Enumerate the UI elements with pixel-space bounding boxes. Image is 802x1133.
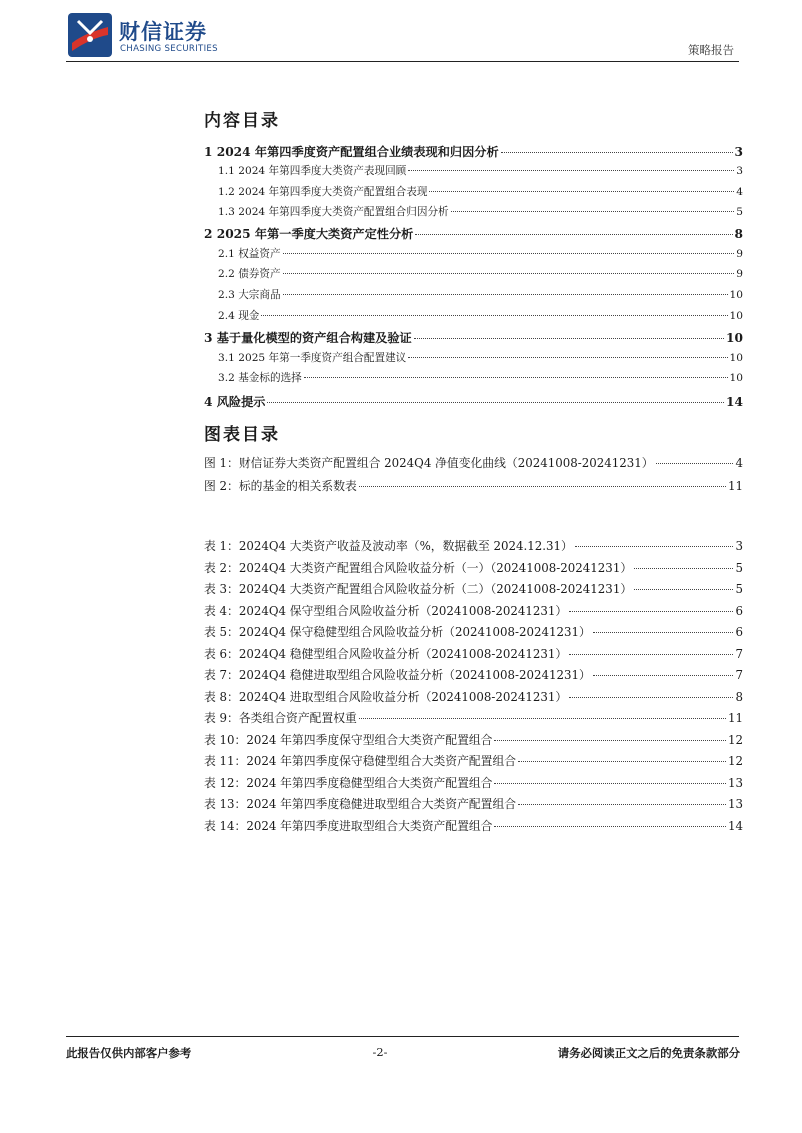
- dot-leader: [359, 486, 726, 487]
- entry-text: 2.3 大宗商品: [218, 289, 281, 301]
- entry-page-number: 13: [727, 776, 743, 790]
- table-entry[interactable]: [204, 645, 743, 665]
- entry-page-number: 5: [735, 561, 743, 575]
- entry-text: 图 1：财信证券大类资产配置组合 2024Q4 净值变化曲线（20241008-20241231）: [204, 456, 654, 470]
- report-type: 策略报告: [688, 43, 734, 57]
- entry-page-number: 8: [734, 227, 743, 241]
- page-header: [0, 0, 802, 70]
- toc-entry-level1[interactable]: [204, 143, 743, 163]
- figures-title: 图表目录: [204, 425, 280, 445]
- dot-leader: [593, 675, 734, 676]
- dot-leader: [414, 338, 724, 339]
- dot-leader: [283, 294, 728, 295]
- dot-leader: [408, 357, 727, 358]
- entry-text: 2.4 现金: [218, 310, 260, 322]
- entry-text: 表 2：2024Q4 大类资产配置组合风险收益分析（一）（20241008-20241231）: [204, 561, 633, 575]
- entry-page-number: 10: [729, 372, 743, 384]
- dot-leader: [267, 402, 724, 403]
- dot-leader: [283, 273, 735, 274]
- toc-entry-level2[interactable]: [218, 308, 743, 326]
- footer-disclaimer: 此报告仅供内部客户参考: [66, 1046, 192, 1060]
- entry-text: 表 11：2024 年第四季度保守稳健型组合大类资产配置组合: [204, 754, 517, 768]
- dot-leader: [451, 211, 735, 212]
- dot-leader: [656, 463, 734, 464]
- figure-entry[interactable]: [204, 454, 743, 474]
- entry-page-number: 3: [734, 145, 743, 159]
- entry-page-number: 12: [727, 754, 743, 768]
- dot-leader: [575, 546, 734, 547]
- entry-text: 表 10：2024 年第四季度保守型组合大类资产配置组合: [204, 733, 493, 747]
- table-entry[interactable]: [204, 559, 743, 579]
- entry-page-number: 6: [735, 625, 743, 639]
- entry-page-number: 14: [727, 819, 743, 833]
- entry-page-number: 10: [729, 289, 743, 301]
- dot-leader: [494, 783, 726, 784]
- toc-entry-level2[interactable]: [218, 184, 743, 202]
- dot-leader: [429, 191, 734, 192]
- toc-entry-level2[interactable]: [218, 370, 743, 388]
- footer-notice: 请务必阅读正文之后的免责条款部分: [557, 1046, 740, 1060]
- dot-leader: [518, 804, 726, 805]
- entry-text: 表 5：2024Q4 保守稳健型组合风险收益分析（20241008-20241231）: [204, 625, 591, 639]
- entry-page-number: 7: [735, 647, 743, 661]
- table-entry[interactable]: [204, 537, 743, 557]
- entry-text: 3.1 2025 年第一季度资产组合配置建议: [218, 352, 407, 364]
- dot-leader: [569, 654, 733, 655]
- entry-text: 3.2 基金标的选择: [218, 372, 302, 384]
- dot-leader: [283, 253, 735, 254]
- entry-page-number: 7: [735, 668, 743, 682]
- toc-title: 内容目录: [204, 111, 280, 131]
- entry-page-number: 10: [726, 331, 743, 345]
- dot-leader: [569, 611, 733, 612]
- toc-entry-level2[interactable]: [218, 163, 743, 181]
- table-entry[interactable]: [204, 752, 743, 772]
- dot-leader: [408, 170, 734, 171]
- entry-page-number: 11: [727, 711, 743, 725]
- entry-text: 表 1：2024Q4 大类资产收益及波动率（%，数据截至 2024.12.31）: [204, 539, 573, 553]
- entry-page-number: 4: [735, 456, 743, 470]
- table-entry[interactable]: [204, 688, 743, 708]
- entry-page-number: 12: [727, 733, 743, 747]
- entry-text: 2.1 权益资产: [218, 248, 281, 260]
- entry-text: 1.2 2024 年第四季度大类资产配置组合表现: [218, 186, 428, 198]
- table-entry[interactable]: [204, 580, 743, 600]
- entry-text: 表 9：各类组合资产配置权重: [204, 711, 357, 725]
- entry-text: 表 6：2024Q4 稳健型组合风险收益分析（20241008-20241231）: [204, 647, 568, 661]
- entry-text: 表 14：2024 年第四季度进取型组合大类资产配置组合: [204, 819, 493, 833]
- figure-entry[interactable]: [204, 477, 743, 497]
- dot-leader: [359, 718, 726, 719]
- entry-text: 4 风险提示: [204, 395, 266, 409]
- entry-text: 3 基于量化模型的资产组合构建及验证: [204, 331, 412, 345]
- company-name-en: CHASING SECURITIES: [120, 44, 218, 54]
- entry-text: 表 12：2024 年第四季度稳健型组合大类资产配置组合: [204, 776, 493, 790]
- entry-text: 1 2024 年第四季度资产配置组合业绩表现和归因分析: [204, 145, 499, 159]
- entry-text: 表 7：2024Q4 稳健进取型组合风险收益分析（20241008-20241231）: [204, 668, 591, 682]
- dot-leader: [518, 761, 726, 762]
- entry-page-number: 11: [727, 479, 743, 493]
- dot-leader: [494, 740, 726, 741]
- dot-leader: [593, 632, 734, 633]
- dot-leader: [415, 234, 732, 235]
- entry-page-number: 10: [729, 352, 743, 364]
- table-entry[interactable]: [204, 774, 743, 794]
- header-divider: [66, 61, 739, 62]
- table-entry[interactable]: [204, 602, 743, 622]
- toc-entry-level1[interactable]: [204, 329, 743, 349]
- toc-entry-level2[interactable]: [218, 246, 743, 264]
- table-entry[interactable]: [204, 709, 743, 729]
- dot-leader: [634, 589, 733, 590]
- entry-page-number: 4: [736, 186, 743, 198]
- entry-page-number: 14: [726, 395, 743, 409]
- dot-leader: [501, 152, 733, 153]
- entry-text: 图 2：标的基金的相关系数表: [204, 479, 357, 493]
- toc-entry-level2[interactable]: [218, 350, 743, 368]
- entry-page-number: 9: [736, 268, 743, 280]
- toc-entry-level2[interactable]: [218, 266, 743, 284]
- footer-divider: [66, 1036, 739, 1037]
- toc-entry-level2[interactable]: [218, 204, 743, 222]
- entry-text: 表 4：2024Q4 保守型组合风险收益分析（20241008-20241231）: [204, 604, 568, 618]
- dot-leader: [304, 377, 728, 378]
- page-number: -2-: [372, 1045, 388, 1059]
- table-entry[interactable]: [204, 731, 743, 751]
- entry-page-number: 5: [736, 206, 743, 218]
- entry-page-number: 6: [735, 604, 743, 618]
- toc-entry-level2[interactable]: [218, 287, 743, 305]
- dot-leader: [569, 697, 733, 698]
- table-entry[interactable]: [204, 666, 743, 686]
- entry-text: 表 13：2024 年第四季度稳健进取型组合大类资产配置组合: [204, 797, 517, 811]
- entry-page-number: 3: [735, 539, 743, 553]
- entry-page-number: 10: [729, 310, 743, 322]
- entry-text: 表 3：2024Q4 大类资产配置组合风险收益分析（二）（20241008-20241231）: [204, 582, 633, 596]
- entry-text: 1.3 2024 年第四季度大类资产配置组合归因分析: [218, 206, 449, 218]
- entry-text: 表 8：2024Q4 进取型组合风险收益分析（20241008-20241231）: [204, 690, 568, 704]
- company-name-cn: 财信证券: [119, 20, 207, 44]
- entry-page-number: 5: [735, 582, 743, 596]
- entry-text: 2 2025 年第一季度大类资产定性分析: [204, 227, 414, 241]
- dot-leader: [494, 826, 726, 827]
- dot-leader: [634, 568, 733, 569]
- table-entry[interactable]: [204, 817, 743, 837]
- entry-text: 2.2 债券资产: [218, 268, 281, 280]
- entry-page-number: 8: [735, 690, 743, 704]
- toc-entry-level1[interactable]: [204, 225, 743, 245]
- toc-entry-level1[interactable]: [204, 393, 743, 413]
- table-entry[interactable]: [204, 795, 743, 815]
- entry-page-number: 3: [736, 165, 743, 177]
- entry-page-number: 13: [727, 797, 743, 811]
- entry-page-number: 9: [736, 248, 743, 260]
- company-logo-icon: [68, 13, 112, 57]
- dot-leader: [261, 315, 727, 316]
- table-entry[interactable]: [204, 623, 743, 643]
- entry-text: 1.1 2024 年第四季度大类资产表现回顾: [218, 165, 407, 177]
